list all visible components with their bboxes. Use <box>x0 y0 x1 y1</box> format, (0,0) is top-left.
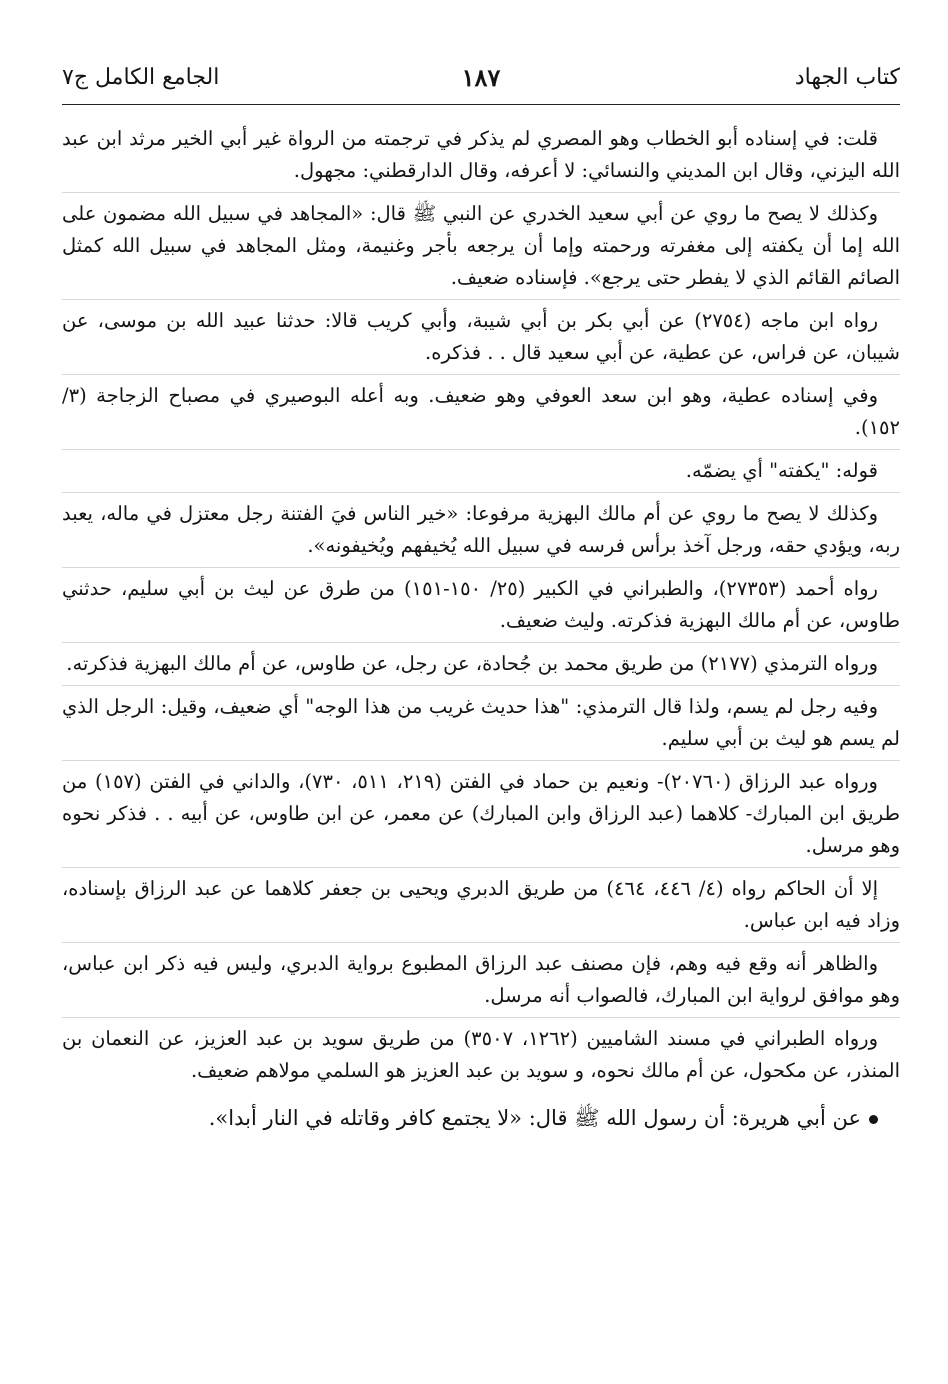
paragraph: وفي إسناده عطية، وهو ابن سعد العوفي وهو ضعيف. وبه أعله البوصيري في مصباح الزجاجة (٣/ ١٥٢). <box>62 380 900 450</box>
paragraph: إلا أن الحاكم رواه (٤/ ٤٤٦، ٤٦٤) من طريق الدبري ويحيى بن جعفر كلاهما عن عبد الرزاق بإسناده، وزاد فيه ابن عباس. <box>62 873 900 943</box>
paragraph: ورواه عبد الرزاق (٢٠٧٦٠)- ونعيم بن حماد في الفتن (٢١٩، ٥١١، ٧٣٠)، والداني في الفتن (١٥٧) من طريق ابن المبارك- كلاهما (عبد الرزاق وابن المبارك) عن معمر، عن ابن طاوس، عن أبيه . . فذكر نحوه وهو مرسل. <box>62 766 900 868</box>
paragraph: رواه أحمد (٢٧٣٥٣)، والطبراني في الكبير (٢٥/ ١٥٠-١٥١) من طرق عن ليث بن أبي سليم، حدثني طاوس، عن أم مالك البهزية فذكرته. وليث ضعيف. <box>62 573 900 643</box>
paragraph: قلت: في إسناده أبو الخطاب وهو المصري لم يذكر في ترجمته من الرواة غير أبي الخير مرثد ابن عبد الله اليزني، وقال ابن المديني والنسائي: لا أعرفه، وقال الدارقطني: مجهول. <box>62 123 900 193</box>
bullet-hadith-text: عن أبي هريرة: أن رسول الله ﷺ قال: «لا يجتمع كافر وقاتله في النار أبدا». <box>208 1106 861 1130</box>
paragraph: وكذلك لا يصح ما روي عن أبي سعيد الخدري عن النبي ﷺ قال: «المجاهد في سبيل الله مضمون على الله إما أن يكفته إلى مغفرته ورحمته وإما أن يرجعه بأجر وغنيمة، ومثل المجاهد في سبيل الله كمثل الصائم القائم الذي لا يفطر حتى يرجع». فإسناده ضعيف. <box>62 198 900 300</box>
book-page <box>62 58 900 1348</box>
paragraph: رواه ابن ماجه (٢٧٥٤) عن أبي بكر بن أبي شيبة، وأبي كريب قالا: حدثنا عبيد الله بن موسى، عن شيبان، عن فراس، عن عطية، عن أبي سعيد قال . . فذكره. <box>62 305 900 375</box>
page-number: ١٨٧ <box>461 63 501 92</box>
paragraph: ورواه الترمذي (٢١٧٧) من طريق محمد بن جُحادة، عن رجل، عن طاوس، عن أم مالك البهزية فذكرته. <box>62 648 900 686</box>
paragraph: وفيه رجل لم يسم، ولذا قال الترمذي: "هذا حديث غريب من هذا الوجه" أي ضعيف، وقيل: الرجل الذي لم يسم هو ليث بن أبي سليم. <box>62 691 900 761</box>
page-header <box>62 58 900 105</box>
paragraph: ورواه الطبراني في مسند الشاميين (١٢٦٢، ٣٥٠٧) من طريق سويد بن عبد العزيز، عن النعمان بن المنذر، عن مكحول، عن أم مالك نحوه، و سويد بن عبد العزيز هو السلمي مولاهم ضعيف. <box>62 1027 900 1082</box>
page-body <box>62 123 900 1139</box>
bullet-dot-icon <box>869 1115 878 1124</box>
paragraph: قوله: "يكفته" أي يضمّه. <box>62 455 900 493</box>
paragraph: وكذلك لا يصح ما روي عن أم مالك البهزية مرفوعا: «خير الناس فيَ الفتنة رجل معتزل في ماله، يعبد ربه، ويؤدي حقه، ورجل آخذ برأس فرسه في سبيل الله يُخيفهم ويُخيفونه». <box>62 498 900 568</box>
book-title: كتاب الجهاد <box>794 65 900 90</box>
paragraph: والظاهر أنه وقع فيه وهم، فإن مصنف عبد الرزاق المطبوع برواية الدبري، وليس فيه ذكر ابن عباس، وهو موافق لرواية ابن المبارك، فالصواب أنه مرسل. <box>62 948 900 1018</box>
volume-title: الجامع الكامل ج٧ <box>62 65 220 90</box>
bullet-hadith <box>62 1102 900 1139</box>
